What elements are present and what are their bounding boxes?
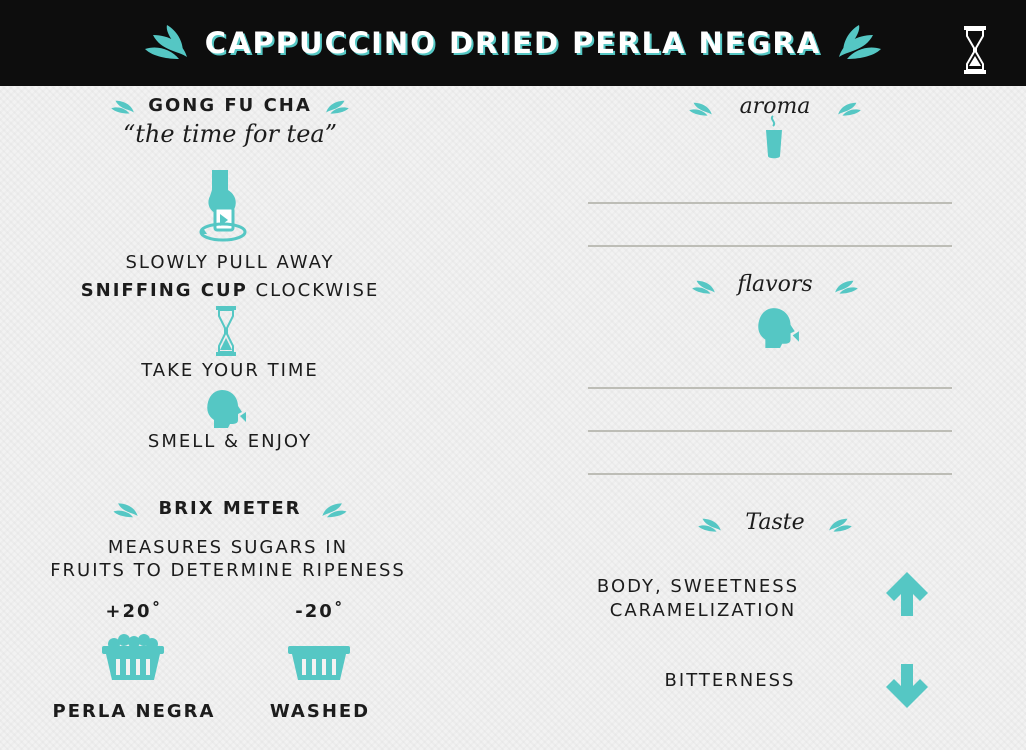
step-pull-away: SLOWLY PULL AWAY bbox=[125, 252, 335, 273]
taste-title: Taste bbox=[745, 510, 805, 535]
title-row bbox=[0, 0, 1026, 86]
washed-value: -20˚ bbox=[295, 601, 345, 622]
taste-up-line1: BODY, SWEETNESS bbox=[596, 576, 800, 597]
taste-down-line: BITTERNESS bbox=[664, 670, 796, 691]
step-sniffing-cup bbox=[40, 280, 420, 301]
leaf-icon bbox=[324, 94, 352, 116]
aroma-rule-2 bbox=[588, 245, 952, 247]
flavors-rule-1 bbox=[588, 387, 952, 389]
leaf-icon bbox=[110, 496, 140, 520]
hourglass-icon bbox=[216, 306, 236, 356]
step-smell-enjoy: SMELL & ENJOY bbox=[147, 431, 313, 452]
perla-negra-label: PERLA NEGRA bbox=[52, 701, 216, 722]
hand-cup-icon bbox=[198, 168, 248, 244]
brix-desc-line2: FRUITS TO DETERMINE RIPENESS bbox=[50, 560, 406, 581]
page-title: CAPPUCCINO DRIED PERLA NEGRA bbox=[204, 26, 822, 60]
leaf-icon bbox=[320, 496, 350, 520]
smelling-face-icon bbox=[206, 388, 248, 428]
aroma-title: aroma bbox=[739, 94, 811, 119]
leaf-icon bbox=[835, 23, 887, 63]
leaf-icon bbox=[108, 94, 136, 116]
aroma-rule-1 bbox=[588, 202, 952, 204]
gongfu-subtitle: “the time for tea” bbox=[123, 120, 337, 148]
hourglass-icon bbox=[964, 26, 986, 74]
brix-desc-line1: MEASURES SUGARS IN bbox=[107, 537, 349, 558]
arrow-down-icon bbox=[884, 662, 930, 710]
perla-negra-value: +20˚ bbox=[105, 601, 163, 622]
arrow-up-icon bbox=[884, 570, 930, 618]
basket-icon bbox=[102, 632, 164, 682]
clockwise-label: CLOCKWISE bbox=[247, 280, 380, 301]
step-take-time: TAKE YOUR TIME bbox=[141, 360, 319, 381]
steaming-cup-icon bbox=[764, 114, 784, 160]
flavors-title: flavors bbox=[737, 272, 813, 297]
taste-up-line2: CARAMELIZATION bbox=[609, 600, 797, 621]
leaf-icon bbox=[689, 274, 717, 296]
leaf-icon bbox=[686, 96, 714, 118]
flavors-rule-2 bbox=[588, 430, 952, 432]
leaf-icon bbox=[833, 274, 861, 296]
gongfu-title: GONG FU CHA bbox=[148, 94, 312, 116]
washed-label: WASHED bbox=[269, 701, 371, 722]
flavors-rule-3 bbox=[588, 473, 952, 475]
flavors-heading bbox=[670, 272, 880, 297]
leaf-icon bbox=[695, 512, 723, 534]
leaf-icon bbox=[836, 96, 864, 118]
leaf-icon bbox=[827, 512, 855, 534]
smelling-face-icon bbox=[756, 306, 802, 348]
leaf-icon bbox=[139, 23, 191, 63]
sniffing-cup-label: SNIFFING CUP bbox=[80, 280, 248, 301]
taste-heading bbox=[670, 510, 880, 535]
basket-icon bbox=[288, 640, 350, 682]
brix-heading bbox=[80, 496, 380, 520]
brix-title: BRIX METER bbox=[158, 497, 302, 519]
gongfu-heading bbox=[100, 94, 360, 116]
